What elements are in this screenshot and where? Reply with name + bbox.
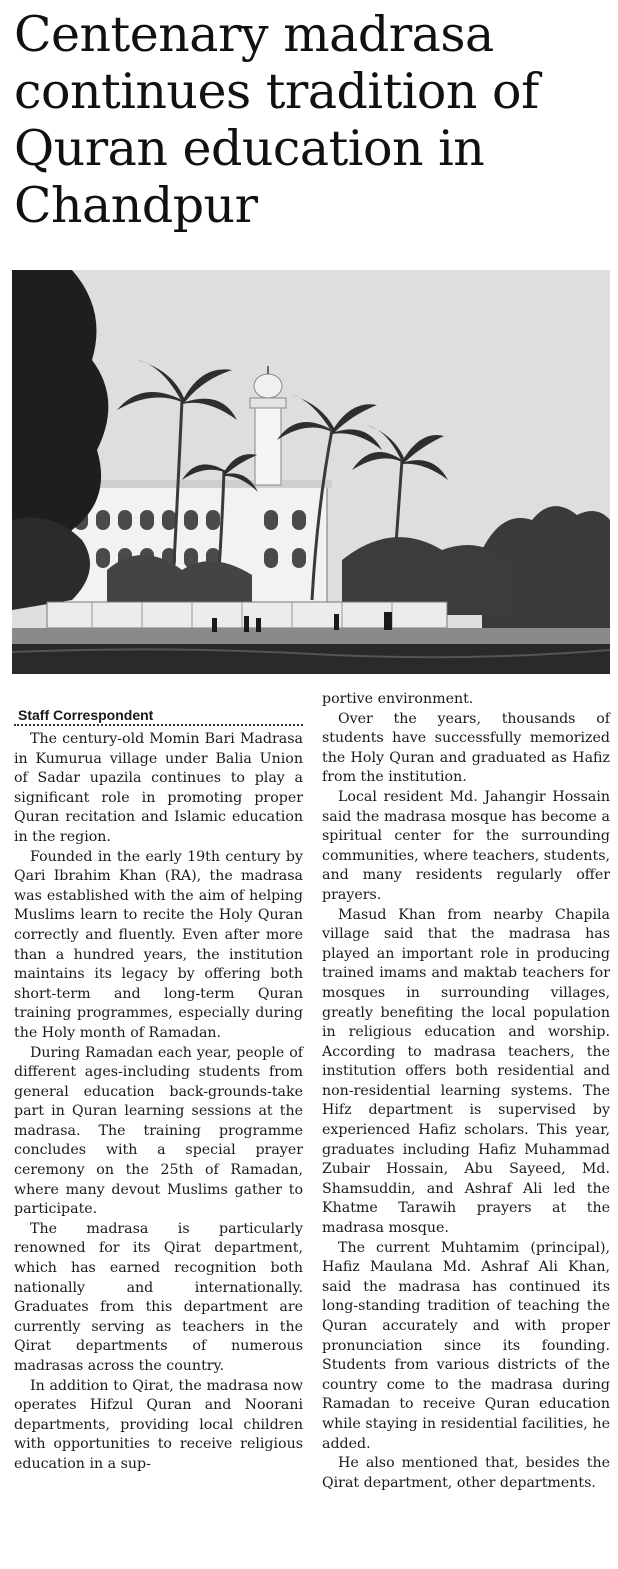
paragraph: During Ramadan each year, people of different ages-including students from general education back-grounds-take part in Quran learning sessions at the madrasa. The training programme concludes with a special prayer ceremony on the 25th of Ramadan, where many devout Muslims gather to participate.: [14, 1044, 303, 1218]
paragraph: The madrasa is particularly renowned for its Qirat department, which has earned recognition both nationally and internationally. Graduates from this department are currently serving as teachers in the Qirat departments of numerous madrasas across the country.: [14, 1220, 303, 1374]
article-column-right: [322, 690, 610, 1493]
paragraph: The century-old Momin Bari Madrasa in Kumurua village under Balia Union of Sadar upazila continues to play a significant role in promoting proper Quran recitation and Islamic education in the region.: [14, 731, 303, 845]
paragraph: portive environment.: [322, 691, 474, 707]
madrasa-photo: [12, 270, 610, 674]
headline: Centenary madrasa continues tradition of Quran education in Chandpur: [14, 6, 539, 234]
article-column-left: [14, 692, 303, 1475]
paragraph: Masud Khan from nearby Chapila village said that the madrasa has played an important role in producing trained imams and maktab teachers for mosques in surrounding villages, greatly benefiting the local population in religious education and worship. According to madrasa teachers, the institution offers both residential and non-residential learning systems. The Hifz department is supervised by experienced Hafiz scholars. This year, graduates including Hafiz Muhammad Zubair Hossain, Abu Sayeed, Md. Shamsuddin, and Ashraf Ali led the Khatme Tarawih prayers at the madrasa mosque.: [322, 906, 610, 1237]
paragraph: Over the years, thousands of students have successfully memorized the Holy Quran and graduated as Hafiz from the institution.: [322, 710, 610, 786]
paragraph: In addition to Qirat, the madrasa now operates Hifzul Quran and Noorani departments, providing local children with opportunities to receive religious education in a sup-: [14, 1377, 303, 1472]
paragraph: He also mentioned that, besides the Qirat department, other departments.: [322, 1455, 610, 1491]
paragraph: Local resident Md. Jahangir Hossain said the madrasa mosque has become a spiritual center for the surrounding communities, where teachers, students, and many residents regularly offer prayers.: [322, 788, 610, 903]
paragraph: The current Muhtamim (principal), Hafiz Maulana Md. Ashraf Ali Khan, said the madrasa has continued its long-standing tradition of teaching the Quran accurately and with proper pronunciation since its founding. Students from various districts of the country come to the madrasa during Ramadan to receive Quran education while staying in residential facilities, he added.: [322, 1239, 610, 1452]
paragraph: Founded in the early 19th century by Qari Ibrahim Khan (RA), the madrasa was established with the aim of helping Muslims learn to recite the Holy Quran correctly and fluently. Even after more than a hundred years, the institution maintains its legacy by offering both short-term and long-term Quran training programmes, especially during the Holy month of Ramadan.: [14, 848, 303, 1041]
byline: Staff Correspondent: [14, 692, 303, 726]
